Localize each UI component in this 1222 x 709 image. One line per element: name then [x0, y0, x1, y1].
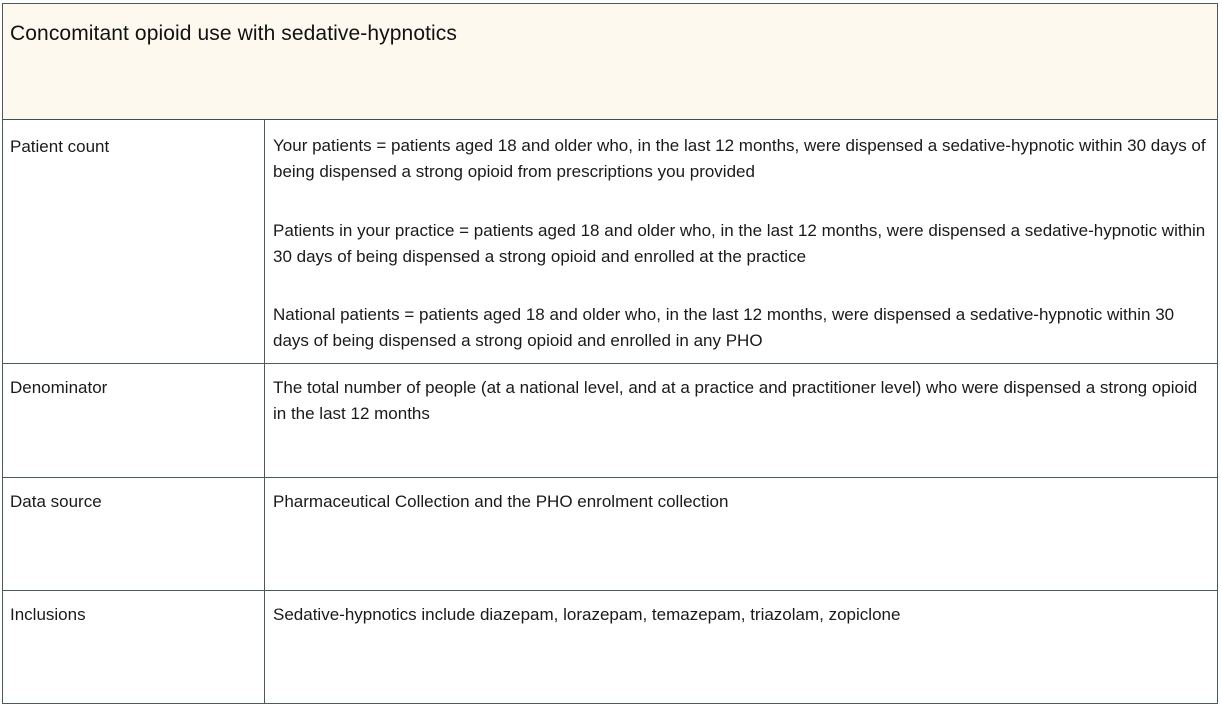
definition-paragraph: Pharmaceutical Collection and the PHO enrolment collection [273, 492, 729, 511]
definition-paragraph: Patients in your practice = patients aged 18 and older who, in the last 12 months, were dispensed a sedative-hypnotic within 30 days of being dispensed a strong opioid and enrolled at the practice [273, 221, 1206, 266]
table-title-row [3, 4, 1217, 120]
table-row-denominator [3, 364, 1217, 478]
definition-table [2, 3, 1218, 704]
definition-paragraph: Your patients = patients aged 18 and older who, in the last 12 months, were dispensed a sedative-hypnotic within 30 days of being dispensed a strong opioid from prescriptions you provided [273, 136, 1206, 181]
row-label: Patient count [10, 137, 110, 156]
row-label: Denominator [10, 378, 108, 397]
row-value-cell [265, 364, 1217, 477]
row-value-cell [265, 591, 1217, 703]
table-row-patient-count [3, 120, 1217, 364]
definition-paragraph: The total number of people (at a national level, and at a practice and practitioner level) who were dispensed a strong opioid in the last 12 months [273, 378, 1198, 423]
table-row-data-source [3, 478, 1217, 591]
row-value-cell [265, 478, 1217, 590]
row-label-cell [3, 478, 265, 590]
definition-paragraph: National patients = patients aged 18 and older who, in the last 12 months, were dispensed a sedative-hypnotic within 30 days of being dispensed a strong opioid and enrolled in any PHO [273, 305, 1175, 350]
row-label-cell [3, 120, 265, 363]
row-value-cell [265, 120, 1217, 363]
row-label-cell [3, 591, 265, 703]
table-title: Concomitant opioid use with sedative-hypnotics [10, 22, 458, 45]
row-label: Inclusions [10, 605, 86, 624]
row-label: Data source [10, 492, 102, 511]
definition-paragraph: Sedative-hypnotics include diazepam, lorazepam, temazepam, triazolam, zopiclone [273, 605, 901, 624]
row-label-cell [3, 364, 265, 477]
table-row-inclusions [3, 591, 1217, 703]
